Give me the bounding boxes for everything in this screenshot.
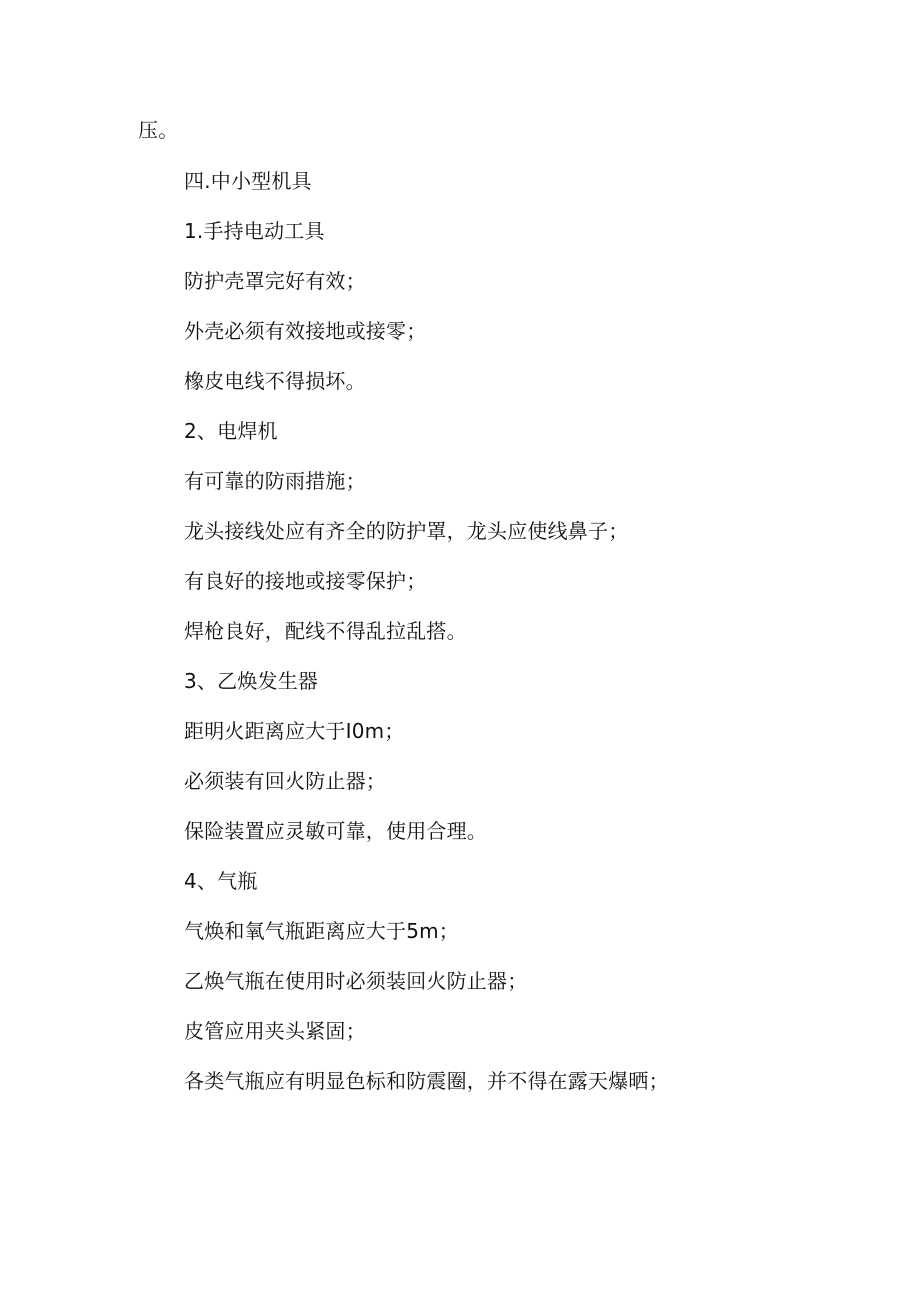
- subsection-heading: 2、电焊机: [184, 419, 278, 443]
- requirement-line: 气焕和氧气瓶距离应大于5m；: [184, 919, 460, 943]
- requirement-line: 防护壳罩完好有效；: [184, 269, 366, 293]
- subsection-heading: 1.手持电动工具: [184, 219, 325, 243]
- requirement-line: 龙头接线处应有齐全的防护罩，龙头应使线鼻子；: [184, 519, 629, 543]
- requirement-line: 乙焕气瓶在使用时必须装回火防止器；: [184, 969, 528, 993]
- requirement-line: 有良好的接地或接零保护；: [184, 569, 427, 593]
- requirement-line: 必须装有回火防止器；: [184, 769, 386, 793]
- requirement-line: 焊枪良好，配线不得乱拉乱搭。: [184, 619, 467, 643]
- subsection-heading: 3、乙焕发生器: [184, 669, 319, 693]
- requirement-line: 外壳必须有效接地或接零；: [184, 319, 427, 343]
- requirement-line: 距明火距离应大于I0m；: [184, 719, 405, 743]
- requirement-line: 有可靠的防雨措施；: [184, 469, 366, 493]
- requirement-line: 保险装置应灵敏可靠，使用合理。: [184, 819, 487, 843]
- subsection-heading: 4、气瓶: [184, 869, 258, 893]
- requirement-line: 橡皮电线不得损坏。: [184, 369, 366, 393]
- requirement-line: 皮管应用夹头紧固；: [184, 1019, 366, 1043]
- requirement-line: 各类气瓶应有明显色标和防震圈，并不得在露天爆晒；: [184, 1069, 669, 1093]
- continuation-line: 压。: [138, 118, 179, 142]
- section-heading: 四.中小型机具: [184, 169, 312, 193]
